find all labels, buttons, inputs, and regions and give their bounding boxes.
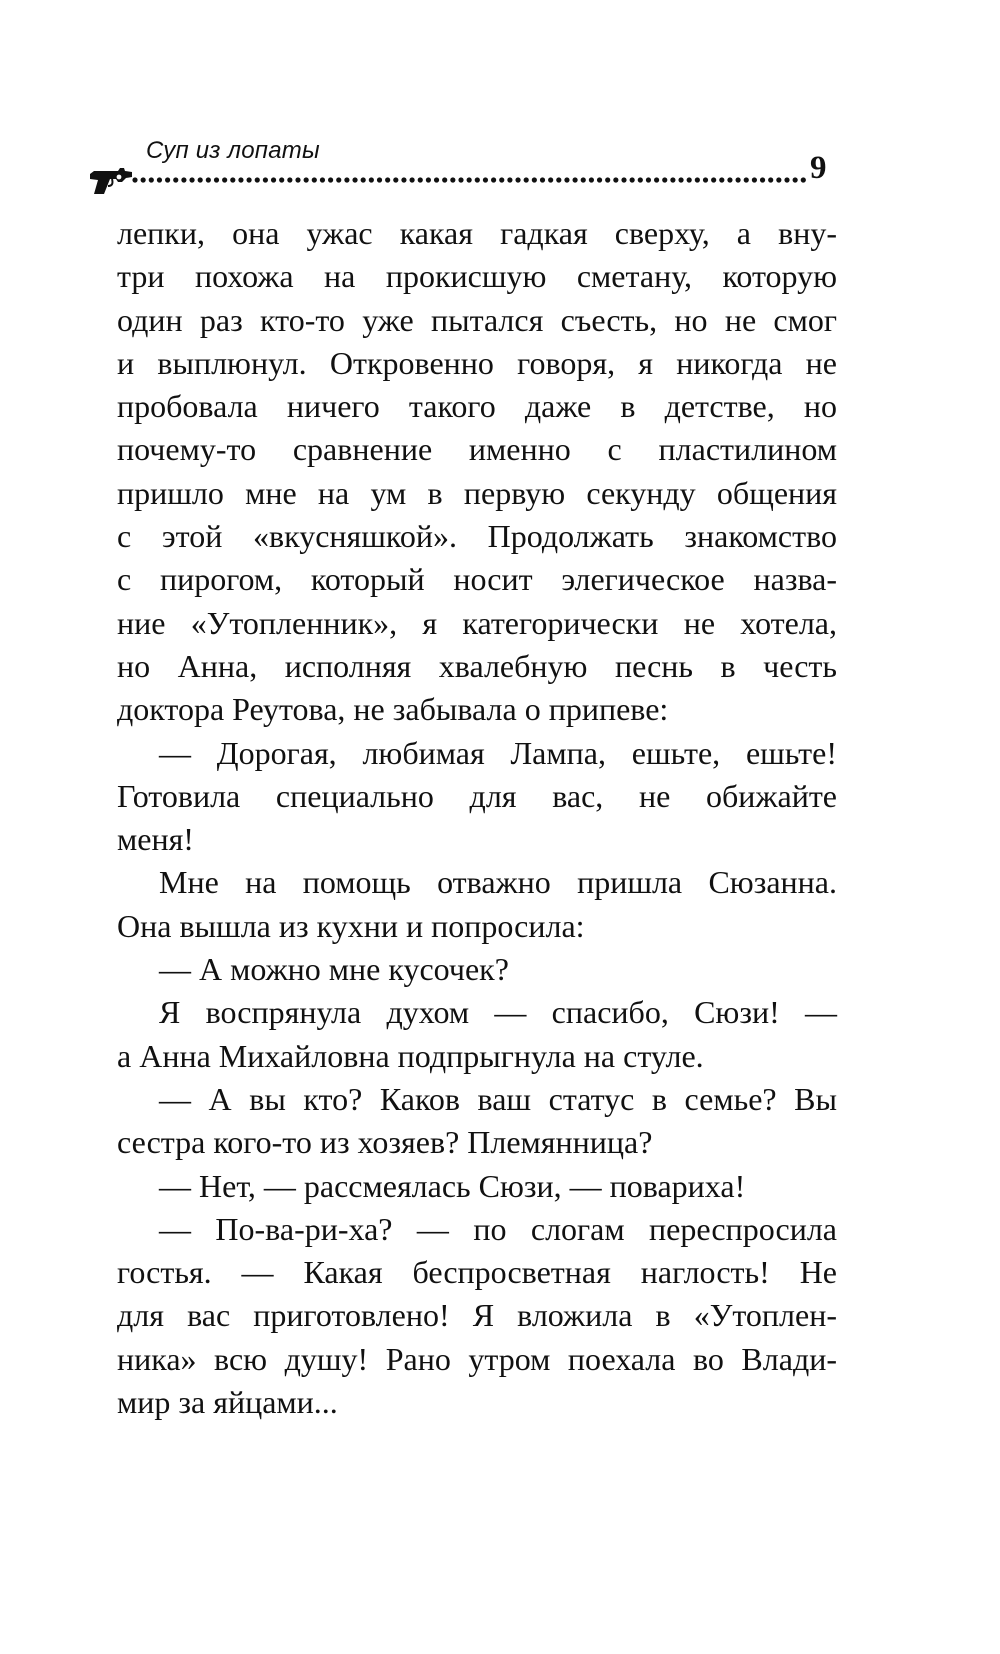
text-line: меня! xyxy=(117,821,194,858)
text-line: — Дорогая, любимая Лампа, ешьте, ешьте! xyxy=(159,734,837,771)
paragraph-3 xyxy=(117,861,837,948)
text-line: Она вышла из кухни и попросила: xyxy=(117,907,585,944)
text-line: мир за яйцами... xyxy=(117,1384,338,1421)
text-line: но Анна, исполняя хвалебную песнь в честь xyxy=(117,647,837,684)
text-line: а Анна Михайловна подпрыгнула на стуле. xyxy=(117,1037,704,1074)
text-line: ника» всю душу! Рано утром поехала во Влади- xyxy=(117,1340,837,1377)
text-line: с пирогом, который носит элегическое назва- xyxy=(117,561,837,598)
page-header xyxy=(0,0,1000,200)
text-line: Мне на помощь отважно пришла Сюзанна. xyxy=(159,864,837,901)
paragraph-5 xyxy=(117,991,837,1078)
text-line: гостья. — Какая беспросветная наглость! Не xyxy=(117,1254,837,1291)
text-line: пробовала ничего такого даже в детстве, но xyxy=(117,388,837,425)
paragraph-7 xyxy=(117,1165,837,1208)
text-line: почему-то сравнение именно с пластилином xyxy=(117,431,837,468)
paragraph-8 xyxy=(117,1208,837,1424)
text-line: лепки, она ужас какая гадкая сверху, а вну- xyxy=(117,215,837,251)
page-number: 9 xyxy=(810,150,827,186)
text-line: для вас приготовлено! Я вложила в «Утоплен- xyxy=(117,1297,837,1334)
running-title: Суп из лопаты xyxy=(146,137,320,164)
text-line: доктора Реутова, не забывала о припеве: xyxy=(117,691,669,728)
text-line: — А вы кто? Каков ваш статус в семье? Вы xyxy=(159,1080,837,1117)
text-line: один раз кто-то уже пытался съесть, но не смог xyxy=(117,301,837,338)
text-line: ние «Утопленник», я категорически не хотела, xyxy=(117,604,837,641)
text-line: — А можно мне кусочек? xyxy=(159,951,509,988)
dot-leader xyxy=(132,176,808,184)
text-line: Я воспрянула духом — спасибо, Сюзи! — xyxy=(159,994,837,1031)
paragraph-6 xyxy=(117,1078,837,1165)
paragraph-2 xyxy=(117,732,837,862)
paragraph-1 xyxy=(117,212,837,732)
text-line: с этой «вкусняшкой». Продолжать знакомство xyxy=(117,518,837,555)
text-line: Готовила специально для вас, не обижайте xyxy=(117,777,837,814)
text-line: — По-ва-ри-ха? — по слогам переспросила xyxy=(159,1210,837,1247)
revolver-icon xyxy=(88,162,134,196)
text-line: — Нет, — рассмеялась Сюзи, — повариха! xyxy=(159,1167,746,1204)
body-text xyxy=(117,212,837,1424)
text-line: пришло мне на ум в первую секунду общения xyxy=(117,474,837,511)
text-line: три похожа на прокисшую сметану, которую xyxy=(117,258,837,295)
paragraph-4 xyxy=(117,948,837,991)
text-line: сестра кого-то из хозяев? Племянница? xyxy=(117,1124,653,1161)
text-line: и выплюнул. Откровенно говоря, я никогда не xyxy=(117,344,837,381)
